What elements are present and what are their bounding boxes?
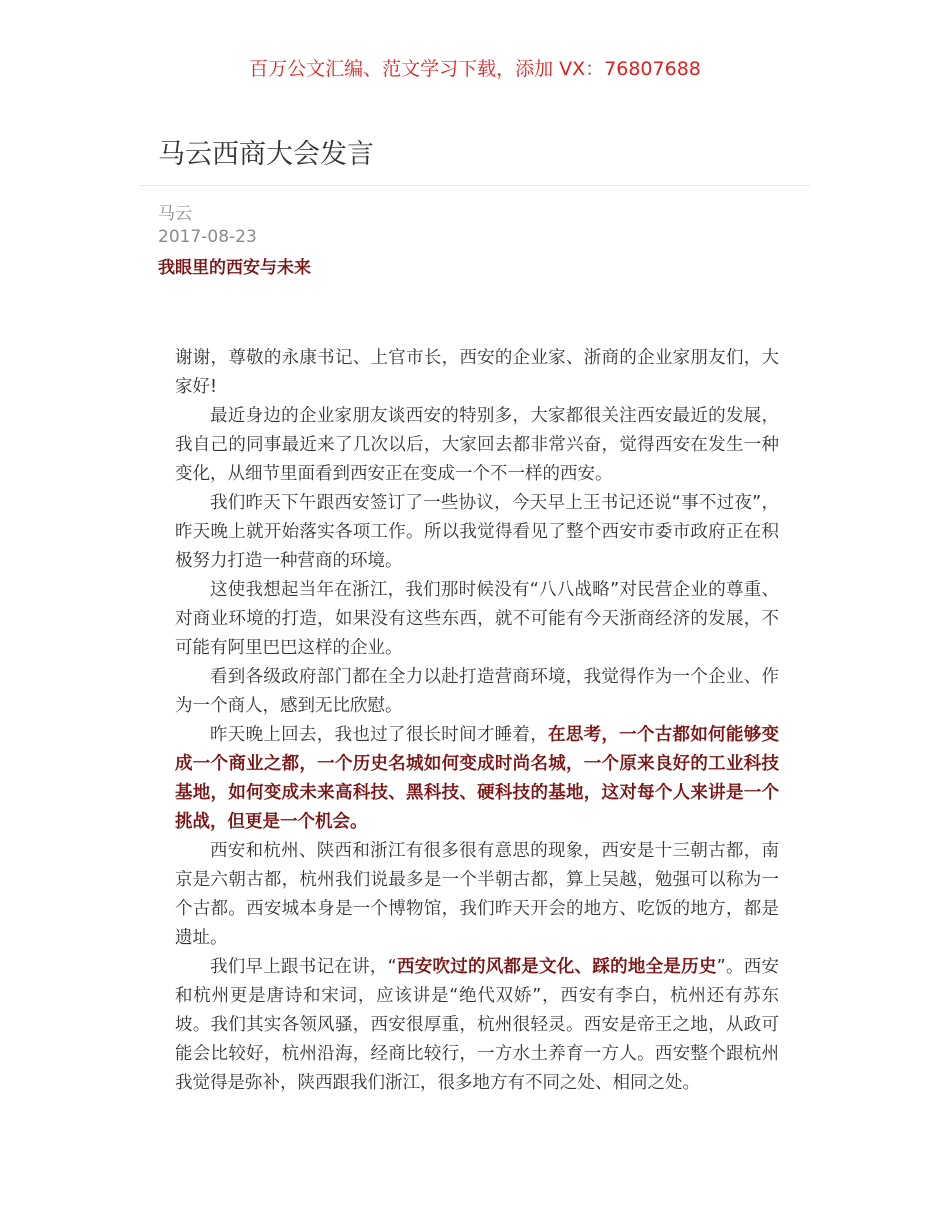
article-date: 2017-08-23 [158, 227, 257, 247]
paragraph-text: 昨天晚上回去，我也过了很长时间才睡着， [210, 725, 549, 745]
article-author: 马云 [158, 204, 192, 224]
paragraph [175, 721, 779, 837]
highlighted-text: 西安吹过的风都是文化、踩的地全是历史 [396, 957, 717, 977]
paragraph: 西安和杭州、陕西和浙江有很多很有意思的现象，西安是十三朝古都，南京是六朝古都，杭州我们说最多是一个半朝古都，算上吴越，勉强可以称为一个古都。西安城本身是一个博物馆，我们昨天开会的地方、吃饭的地方，都是遗址。 [175, 841, 779, 948]
article-body [175, 344, 779, 1098]
paragraph [175, 953, 779, 1098]
title-divider [140, 185, 810, 186]
paragraph: 这使我想起当年在浙江，我们那时候没有“八八战略”对民营企业的尊重、对商业环境的打造，如果没有这些东西，就不可能有今天浙商经济的发展，不可能有阿里巴巴这样的企业。 [175, 580, 779, 658]
paragraph-text: 我们早上跟书记在讲，“ [210, 957, 397, 977]
article-title: 马云西商大会发言 [158, 139, 374, 170]
paragraph: 看到各级政府部门都在全力以赴打造营商环境，我觉得作为一个企业、作为一个商人，感到无比欣慰。 [175, 667, 779, 716]
paragraph: 最近身边的企业家朋友谈西安的特别多，大家都很关注西安最近的发展，我自己的同事最近来了几次以后，大家回去都非常兴奋，觉得西安在发生一种变化，从细节里面看到西安正在变成一个不一样的西安。 [175, 406, 779, 484]
article-subtitle: 我眼里的西安与未来 [158, 258, 311, 278]
paragraph: 我们昨天下午跟西安签订了一些协议，今天早上王书记还说“事不过夜”，昨天晚上就开始落实各项工作。所以我觉得看见了整个西安市委市政府正在积极努力打造一种营商的环境。 [175, 493, 779, 571]
highlighted-text: 在思考，一个古都如何能够变成一个商业之都，一个历史名城如何变成时尚名城，一个原来良好的工业科技基地，如何变成未来高科技、黑科技、硬科技的基地，这对每个人来讲是一个挑战，但更是一个机会。 [175, 725, 779, 832]
paragraph-greeting: 谢谢，尊敬的永康书记、上官市长，西安的企业家、浙商的企业家朋友们，大家好! [175, 348, 779, 397]
promo-banner: 百万公文汇编、范文学习下载，添加 VX：76807688 [249, 58, 701, 80]
paragraph-text: ”。西安和杭州更是唐诗和宋词，应该讲是“绝代双娇”，西安有李白，杭州还有苏东坡。我们其实各领风骚，西安很厚重，杭州很轻灵。西安是帝王之地，从政可能会比较好，杭州沿海，经商比较行，一方水土养育一方人。西安整个跟杭州我觉得是弥补，陕西跟我们浙江，很多地方有不同之处、相同之处。 [175, 957, 779, 1093]
